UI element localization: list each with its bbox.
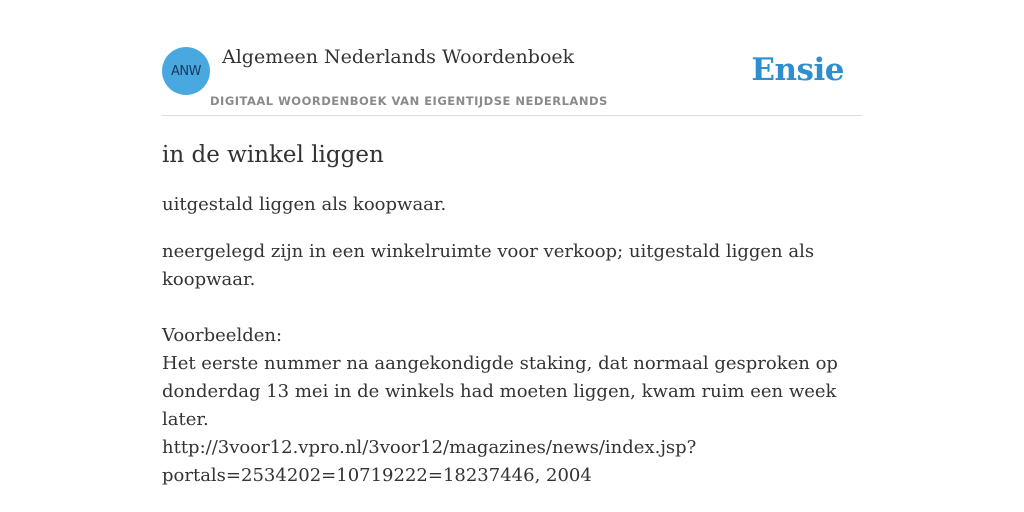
examples-section [162, 322, 852, 490]
site-header [162, 44, 862, 116]
anw-logo[interactable]: ANW [162, 47, 210, 95]
entry-summary: uitgestald liggen als koopwaar. [162, 194, 447, 215]
examples-heading: Voorbeelden: [162, 325, 283, 346]
example-text: Het eerste nummer na aangekondigde staking, dat normaal gesproken op donderdag 13 mei in de winkels had moeten liggen, kwam ruim een week later. [162, 353, 838, 430]
site-subtitle: DIGITAAL WOORDENBOEK VAN EIGENTIJDSE NEDERLANDS [210, 94, 608, 108]
example-source-cont: portals=2534202=10719222=18237446, 2004 [162, 465, 592, 486]
ensie-brand-logo[interactable]: Ensie [751, 52, 844, 88]
site-title[interactable]: Algemeen Nederlands Woordenboek [222, 46, 575, 68]
page-container [162, 0, 862, 490]
entry-definition: neergelegd zijn in een winkelruimte voor verkoop; uitgestald liggen als koopwaar. [162, 241, 815, 290]
example-source-url: http://3voor12.vpro.nl/3voor12/magazines/news/index.jsp? [162, 437, 697, 458]
entry-title: in de winkel liggen [162, 142, 384, 168]
